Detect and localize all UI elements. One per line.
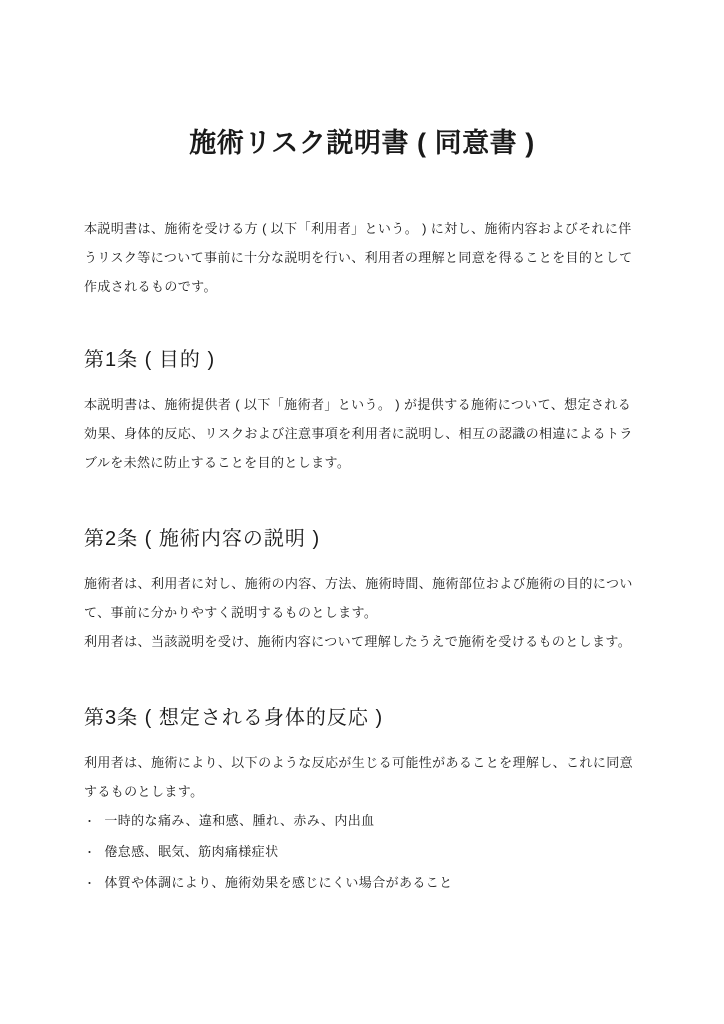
bullet-item <box>84 868 640 899</box>
section-article-2 <box>84 525 640 656</box>
bullet-dot-icon: ・ <box>84 847 96 859</box>
bullet-item-text: 一時的な痛み、違和感、腫れ、赤み、内出血 <box>104 813 375 828</box>
bullet-item <box>84 806 640 837</box>
section-1-heading: 第1条 ( 目的 ) <box>84 349 216 371</box>
document-title: 施術リスク説明書 ( 同意書 ) <box>189 128 535 158</box>
section-article-1 <box>84 346 640 477</box>
section-3-heading: 第3条 ( 想定される身体的反応 ) <box>84 707 384 729</box>
section-2-paragraph: 施術者は、利用者に対し、施術の内容、方法、施術時間、施術部位および施術の目的について、事前に分かりやすく説明するものとします。 <box>84 576 633 620</box>
bullet-item-text: 体質や体調により、施術効果を感じにくい場合があること <box>104 875 453 890</box>
section-1-paragraph: 本説明書は、施術提供者 ( 以下「施術者」という。 ) が提供する施術について、想定される効果、身体的反応、リスクおよび注意事項を利用者に説明し、相互の認識の相違によるトラブルを未然に防止することを目的とします。 <box>84 397 633 470</box>
section-2-paragraph: 利用者は、当該説明を受け、施術内容について理解したうえで施術を受けるものとします。 <box>84 634 632 649</box>
bullet-dot-icon: ・ <box>84 878 96 890</box>
section-article-3 <box>84 704 640 899</box>
bullet-item-text: 倦怠感、眠気、筋肉痛様症状 <box>104 844 279 859</box>
reaction-bullet-list <box>84 806 640 899</box>
bullet-item <box>84 837 640 868</box>
section-3-paragraph: 利用者は、施術により、以下のような反応が生じる可能性があることを理解し、これに同意するものとします。 <box>84 755 633 799</box>
bullet-dot-icon: ・ <box>84 816 96 828</box>
section-2-heading: 第2条 ( 施術内容の説明 ) <box>84 528 321 550</box>
intro-paragraph: 本説明書は、施術を受ける方 ( 以下「利用者」という。 ) に対し、施術内容およびそれに伴うリスク等について事前に十分な説明を行い、利用者の理解と同意を得ることを目的として作成されるものです。 <box>84 221 633 294</box>
